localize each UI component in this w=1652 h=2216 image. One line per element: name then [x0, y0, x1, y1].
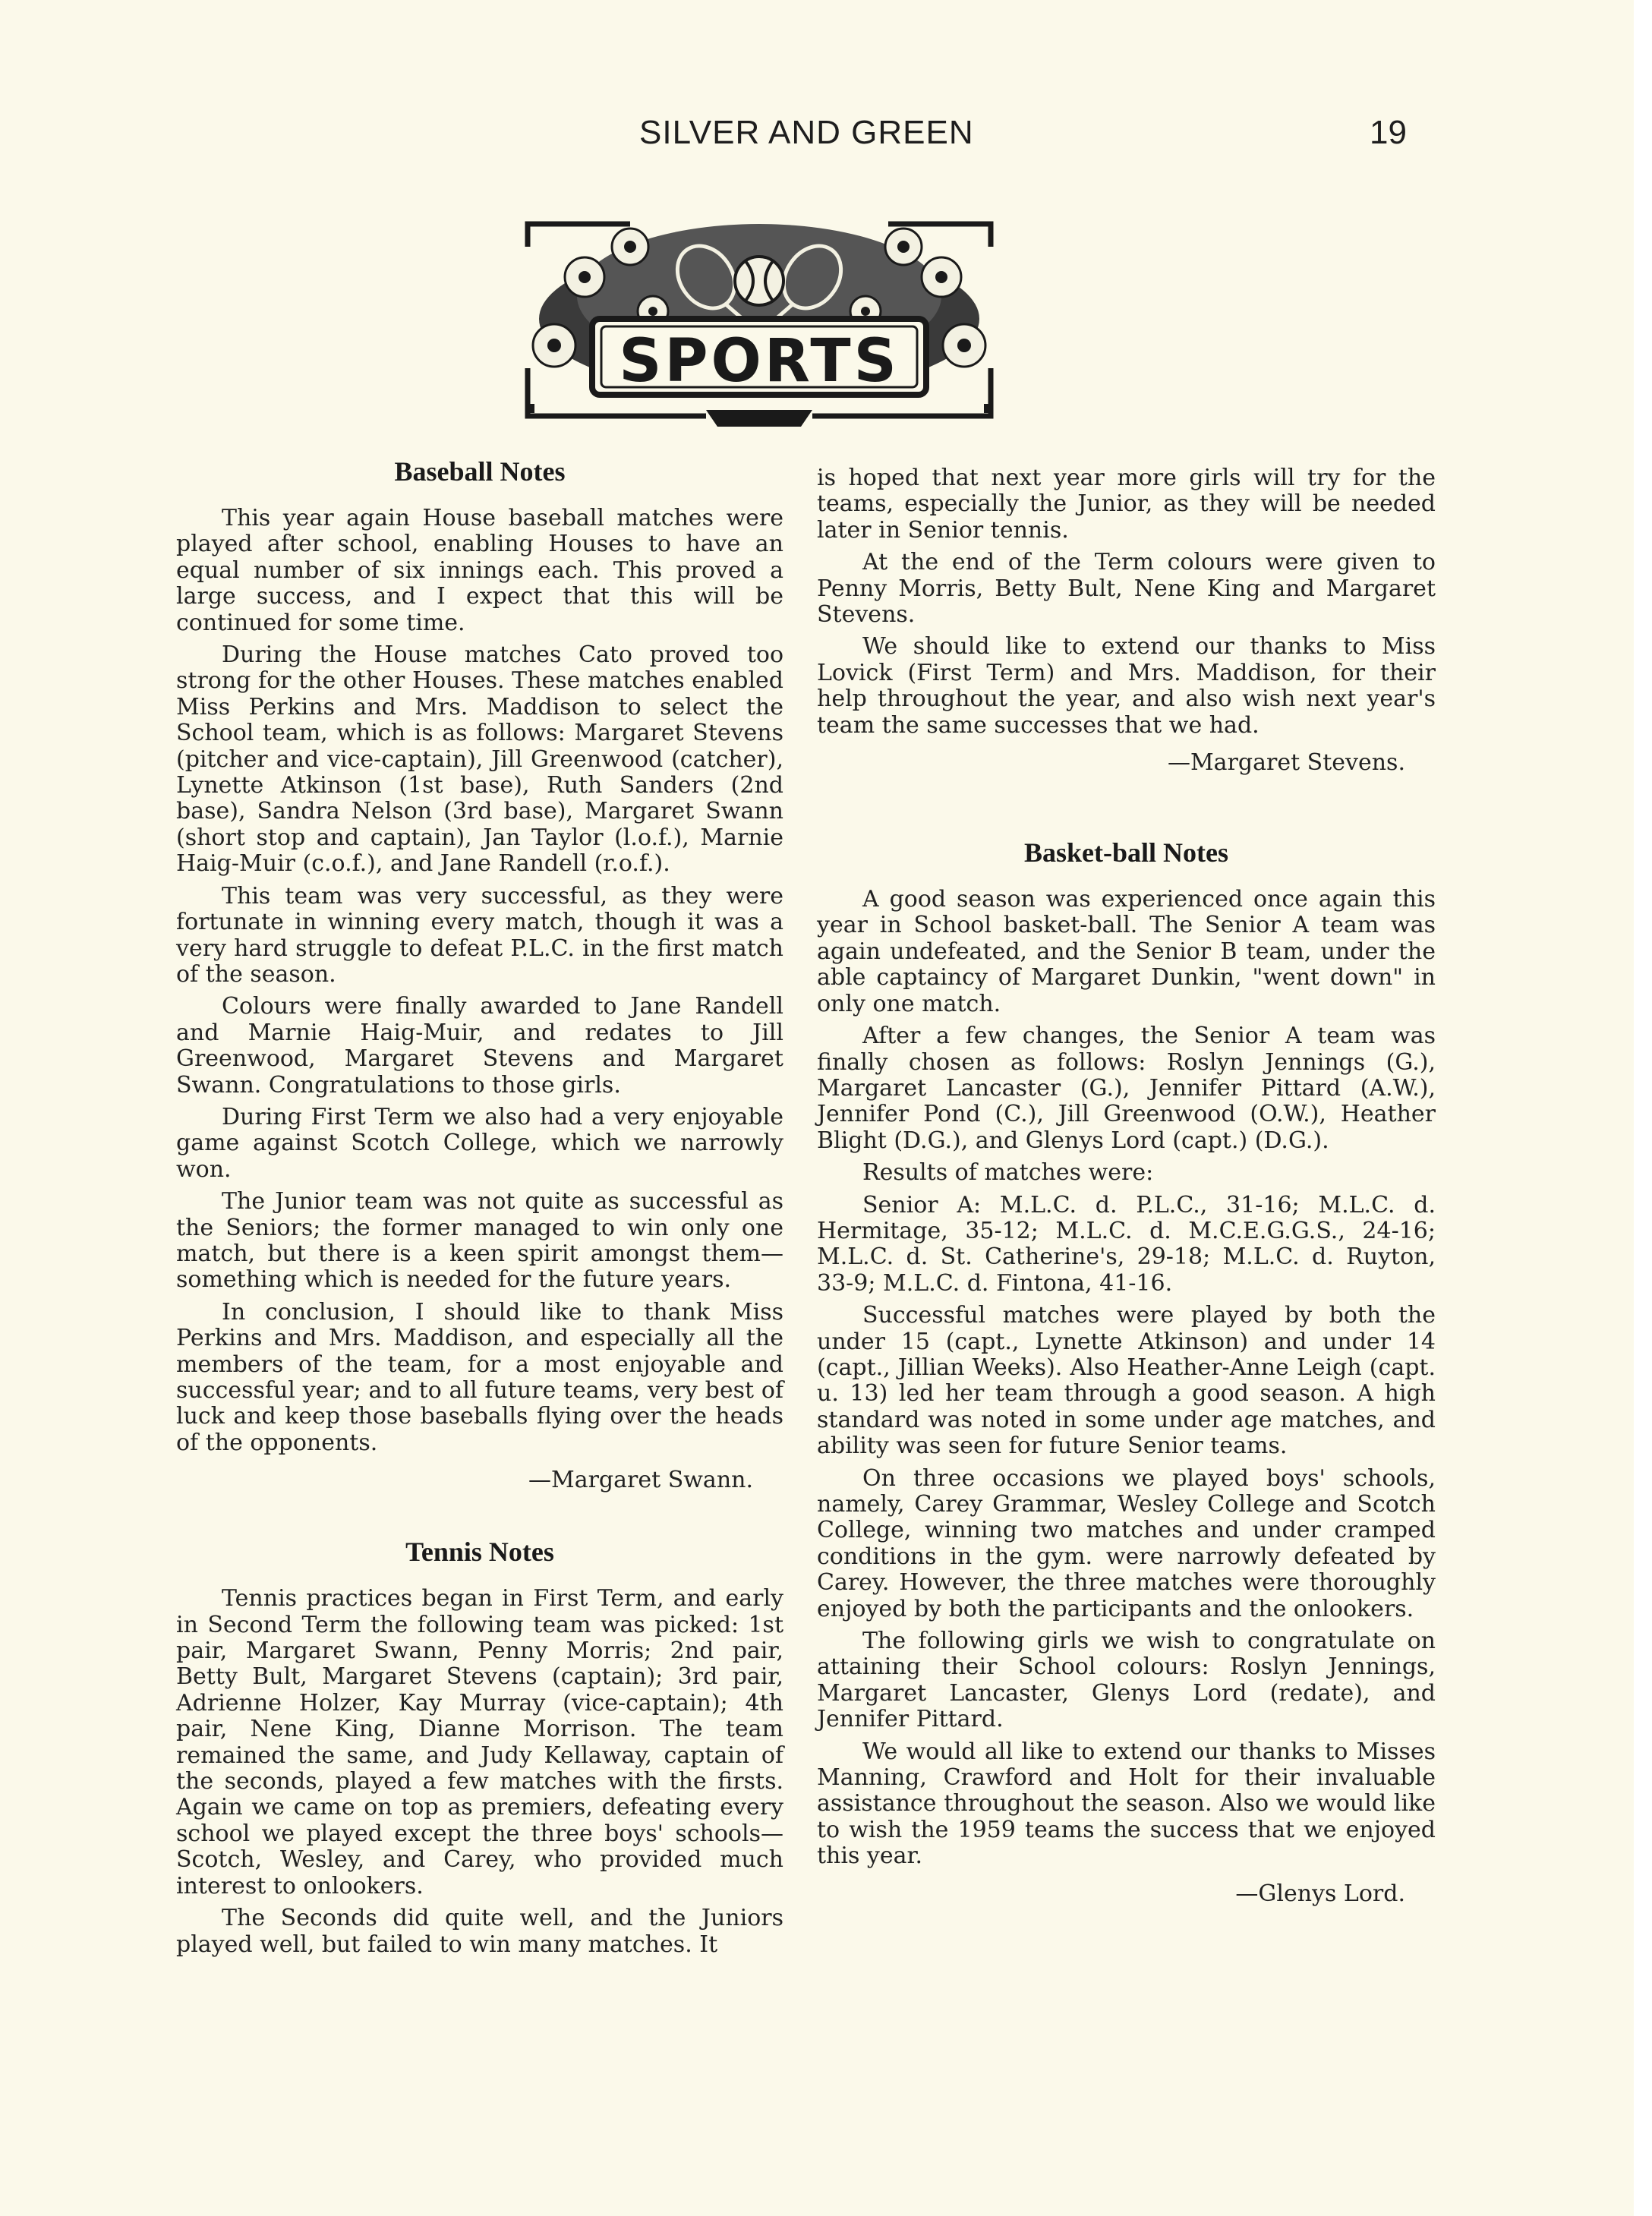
baseball-paragraph: The Junior team was not quite as successful as the Seniors; the former managed to win only one match, but there is a keen spirit amongst them—something which is needed for the future years.	[176, 1188, 783, 1294]
basketball-paragraph: Senior A: M.L.C. d. P.L.C., 31-16; M.L.C. d. Hermitage, 35-12; M.L.C. d. M.C.E.G.G.S., 24-16; M.L.C. d. St. Catherine's, 29-18; M.L.C. d. Ruyton, 33-9; M.L.C. d. Fintona, 41-16.	[817, 1191, 1436, 1297]
tennis-paragraph: At the end of the Term colours were given to Penny Morris, Betty Bult, Nene King and Margaret Stevens.	[817, 549, 1436, 629]
tennis-paragraph: We should like to extend our thanks to Miss Lovick (First Term) and Mrs. Maddison, for their help throughout the year, and also wish next year's team the same successes that we had.	[817, 633, 1436, 739]
basketball-paragraph: On three occasions we played boys' schools, namely, Carey Grammar, Wesley College and Scotch College, winning two matches and under cramped conditions in the gym. were narrowly defeated by Carey. However, the three matches were thoroughly enjoyed by both the participants and the onlookers.	[817, 1464, 1436, 1622]
tennis-paragraph: The Seconds did quite well, and the Juniors played well, but failed to win many matches. It	[176, 1905, 783, 1958]
right-column	[817, 465, 1436, 1907]
left-column	[176, 455, 783, 1964]
basketball-signature: —Glenys Lord.	[1235, 1880, 1405, 1907]
baseball-paragraph: This year again House baseball matches were played after school, enabling Houses to have an equal number of six innings each. This proved a large success, and I expect that this will be continued for some time.	[176, 505, 783, 636]
tennis-signature: —Margaret Stevens.	[1167, 749, 1405, 777]
basketball-paragraph: A good season was experienced once again this year in School basket-ball. The Senior A team was again undefeated, and the Senior B team, under the able captaincy of Margaret Dunkin, "went down" in only one match.	[817, 886, 1436, 1017]
running-head: SILVER AND GREEN	[639, 114, 974, 151]
page-number: 19	[1370, 114, 1407, 151]
baseball-paragraph: This team was very successful, as they were fortunate in winning every match, though it was a very hard struggle to defeat P.L.C. in the first match of the season.	[176, 882, 783, 988]
sports-banner	[478, 205, 1040, 433]
baseball-paragraph: During First Term we also had a very enjoyable game against Scotch College, which we narrowly won.	[176, 1103, 783, 1183]
baseball-signature: —Margaret Swann.	[528, 1467, 753, 1494]
baseball-heading: Baseball Notes	[394, 456, 566, 487]
page-edge	[1634, 0, 1652, 2216]
basketball-paragraph: After a few changes, the Senior A team was finally chosen as follows: Roslyn Jennings (G.), Margaret Lancaster (G.), Jennifer Pittard (A.W.), Jennifer Pond (C.), Jill Greenwood (O.W.), Heather Blight (D.G.), and Glenys Lord (capt.) (D.G.).	[817, 1023, 1436, 1154]
basketball-heading: Basket-ball Notes	[1024, 837, 1228, 868]
baseball-paragraph: In conclusion, I should like to thank Miss Perkins and Mrs. Maddison, and especially all the members of the team, for a most enjoyable and successful year; and to all future teams, very best of luck and keep those baseballs flying over the heads of the opponents.	[176, 1298, 783, 1456]
baseball-paragraph: Colours were finally awarded to Jane Randell and Marnie Haig-Muir, and redates to Jill Greenwood, Margaret Stevens and Margaret Swann. Congratulations to those girls.	[176, 993, 783, 1099]
banner-label: SPORTS	[619, 327, 900, 396]
tennis-heading: Tennis Notes	[405, 1537, 554, 1568]
basketball-paragraph: The following girls we wish to congratulate on attaining their School colours: Roslyn Jennings, Margaret Lancaster, Glenys Lord (redate), and Jennifer Pittard.	[817, 1628, 1436, 1733]
basketball-paragraph: Successful matches were played by both the under 15 (capt., Lynette Atkinson) and under 14 (capt., Jillian Weeks). Also Heather-Anne Leigh (capt. u. 13) led her team through a good season. A high standard was noted in some under age matches, and ability was seen for future Senior teams.	[817, 1302, 1436, 1460]
baseball-paragraph: During the House matches Cato proved too strong for the other Houses. These matches enabled Miss Perkins and Mrs. Maddison to select the School team, which is as follows: Margaret Stevens (pitcher and vice-captain), Jill Greenwood (catcher), Lynette Atkinson (1st base), Ruth Sanders (2nd base), Sandra Nelson (3rd base), Margaret Swann (short stop and captain), Jan Taylor (l.o.f.), Marnie Haig-Muir (c.o.f.), and Jane Randell (r.o.f.).	[176, 641, 783, 878]
tennis-paragraph: Tennis practices began in First Term, and early in Second Term the following team was picked: 1st pair, Margaret Swann, Penny Morris; 2nd pair, Betty Bult, Margaret Stevens (captain); 3rd pair, Adrienne Holzer, Kay Murray (vice-captain); 4th pair, Nene King, Dianne Morrison. The team remained the same, and Judy Kellaway, captain of the seconds, played a few matches with the firsts. Again we came on top as premiers, defeating every school we played except the three boys' schools—Scotch, Wesley, and Carey, who provided much interest to onlookers.	[176, 1585, 783, 1899]
basketball-paragraph: We would all like to extend our thanks to Misses Manning, Crawford and Holt for their invaluable assistance throughout the season. Also we would like to wish the 1959 teams the success that we enjoyed this year.	[817, 1738, 1436, 1870]
basketball-paragraph: Results of matches were:	[862, 1159, 1154, 1187]
tennis-paragraph: is hoped that next year more girls will try for the teams, especially the Junior, as they will be needed later in Senior tennis.	[817, 465, 1436, 544]
